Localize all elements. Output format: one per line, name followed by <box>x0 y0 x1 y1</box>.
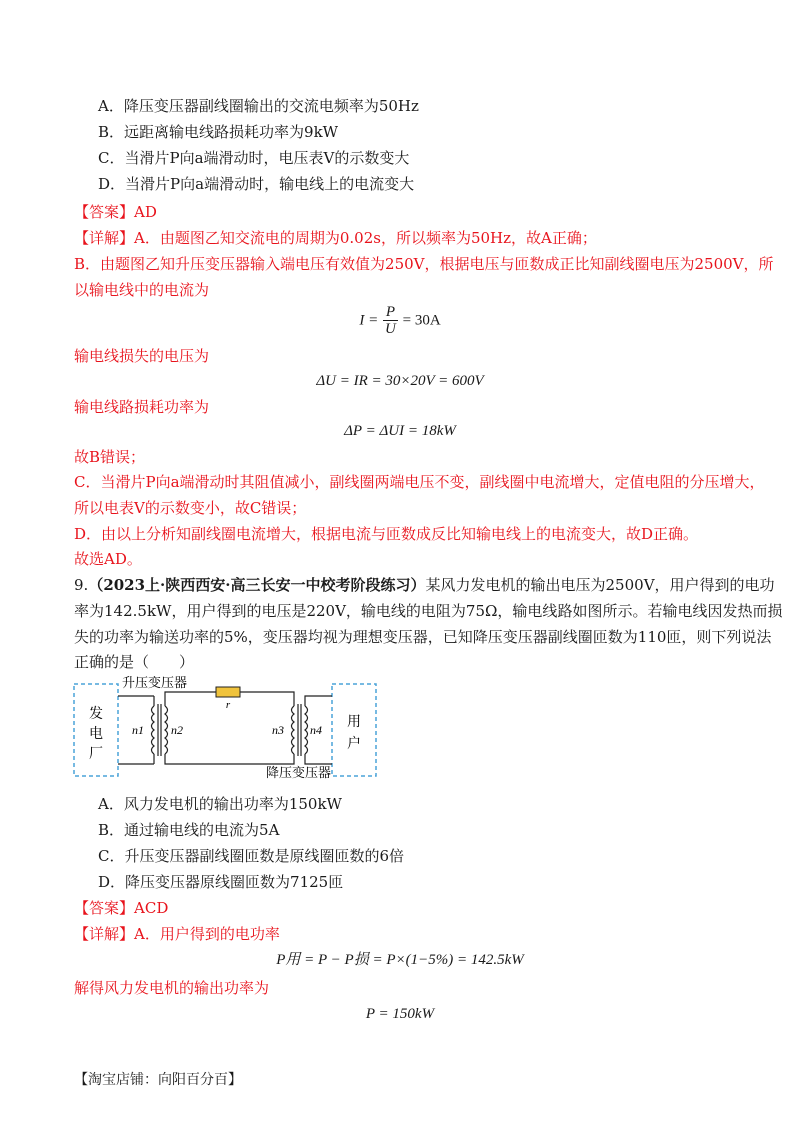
option-b-q9: B．通过输电线的电流为5A <box>98 821 280 839</box>
option-c-prev: C．当滑片P向a端滑动时，电压表V的示数变大 <box>98 149 410 167</box>
detail-prev-c1: C．当滑片P向a端滑动时其阻值减小，副线圈两端电压不变，副线圈中电流增大，定值电阻的分压增大， <box>74 473 765 491</box>
detail-q9-label: 【详解】 <box>74 925 135 943</box>
equation-current <box>0 304 800 337</box>
option-a-prev: A．降压变压器副线圈输出的交流电频率为50Hz <box>98 97 419 115</box>
plant-label-2: 电 <box>89 726 103 742</box>
coil-n2 <box>165 706 168 754</box>
q9-line3: 失的功率为输送功率的5%，变压器均视为理想变压器，已知降压变压器副线圈匝数为110匝，则下列说法 <box>74 628 772 646</box>
answer-prev <box>74 202 157 222</box>
plant-label-3: 厂 <box>89 746 103 762</box>
step-up-label: 升压变压器 <box>122 676 188 691</box>
eq1-rhs: = 30A <box>402 312 441 329</box>
detail-prev-t3: 故B错误； <box>74 448 146 466</box>
user-box <box>332 684 376 776</box>
detail-prev-t1: 输电线损失的电压为 <box>74 347 210 365</box>
detail-prev-t2: 输电线路损耗功率为 <box>74 398 210 416</box>
detail-prev-d: D．由以上分析知副线圈电流增大，根据电流与匝数成反比知输电线上的电流变大，故D正确。 <box>74 525 699 543</box>
q9-text1: 某风力发电机的输出电压为2500V，用户得到的电功 <box>425 576 775 594</box>
plant-label-1: 发 <box>89 706 103 722</box>
q9-line1 <box>74 575 775 595</box>
option-d-prev: D．当滑片P向a端滑动时，输电线上的电流变大 <box>98 175 415 193</box>
label-n2: n2 <box>171 723 183 737</box>
detail-prev-b2: 以输电线中的电流为 <box>74 281 210 299</box>
detail-label: 【详解】 <box>74 229 135 247</box>
q9-number: 9. <box>74 576 89 594</box>
footer-shop: 【淘宝店铺：向阳百分百】 <box>74 1072 242 1088</box>
eq1-denominator: U <box>384 321 396 337</box>
option-b-prev: B．远距离输电线路损耗功率为9kW <box>98 123 339 141</box>
answer-q9 <box>74 898 168 918</box>
coil-n3 <box>292 706 295 754</box>
equation-output-power: P = 150kW <box>365 1006 435 1022</box>
detail-prev-b1: B．由题图乙知升压变压器输入端电压有效值为250V，根据电压与匝数成正比知副线圈电压为2500V，所 <box>74 255 774 273</box>
user-label-1: 用 <box>347 714 361 730</box>
answer-value: AD <box>134 203 157 221</box>
eq1-fraction <box>383 304 398 337</box>
coil-n4 <box>305 706 308 754</box>
q9-line2: 率为142.5kW，用户得到的电压是220V，输电线的电阻为75Ω，输电线路如图所示。若输电线因发热而损 <box>74 602 783 620</box>
eq1-lhs: I = <box>359 312 379 329</box>
resistor-label: r <box>225 699 231 711</box>
detail-q9-a <box>74 924 280 944</box>
detail-prev-a <box>74 228 597 248</box>
option-d-q9: D．降压变压器原线圈匝数为7125匝 <box>98 873 344 891</box>
eq1-numerator: P <box>383 304 398 321</box>
option-c-q9: C．升压变压器副线圈匝数是原线圈匝数的6倍 <box>98 847 405 865</box>
equation-user-power: P用 = P − P损 = P×(1−5%) = 142.5kW <box>276 952 524 968</box>
user-label-2: 户 <box>347 736 361 752</box>
answer-q9-value: ACD <box>134 899 169 917</box>
answer-q9-label: 【答案】 <box>74 899 135 917</box>
label-n4: n4 <box>310 723 322 737</box>
label-n1: n1 <box>132 723 144 737</box>
detail-prev-a-text: A．由题图乙知交流电的周期为0.02s，所以频率为50Hz，故A正确； <box>134 229 597 247</box>
resistor-r <box>216 687 240 697</box>
label-n3: n3 <box>272 723 284 737</box>
q9-source: （2023上·陕西西安·高三长安一中校考阶段练习） <box>88 576 426 594</box>
detail-prev-end: 故选AD。 <box>74 550 142 568</box>
detail-prev-c2: 所以电表V的示数变小，故C错误； <box>74 499 307 517</box>
answer-label: 【答案】 <box>74 203 135 221</box>
detail-q9-t: 解得风力发电机的输出功率为 <box>74 979 270 997</box>
coil-n1 <box>152 706 155 754</box>
circuit-diagram <box>70 676 380 780</box>
detail-q9-a-text: A．用户得到的电功率 <box>134 925 280 943</box>
equation-voltage-loss: ΔU = IR = 30×20V = 600V <box>316 373 484 389</box>
step-down-label: 降压变压器 <box>266 766 332 780</box>
option-a-q9: A．风力发电机的输出功率为150kW <box>98 795 342 813</box>
q9-line4: 正确的是（ ） <box>74 653 195 671</box>
equation-power-loss: ΔP = ΔUI = 18kW <box>344 423 456 439</box>
